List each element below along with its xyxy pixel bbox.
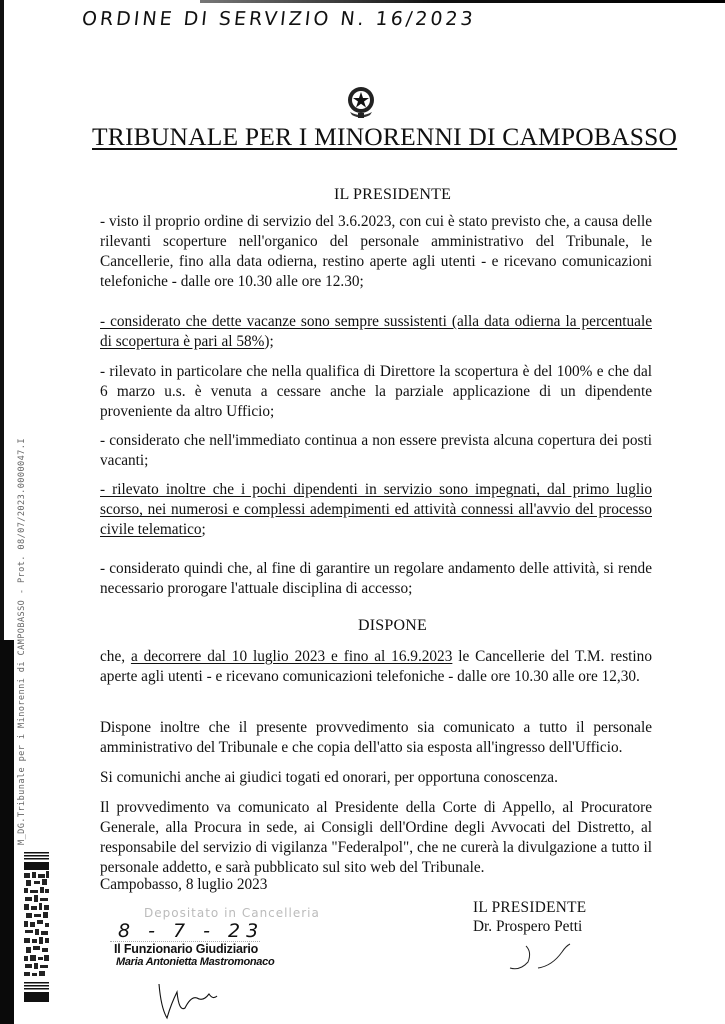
clerk-handwritten-signature bbox=[155, 978, 225, 1020]
underlined-date-range: a decorrere dal 10 luglio 2023 e fino al 16.9.2023 bbox=[130, 648, 453, 665]
deposit-stamp-date: 8 - 7 - 23 bbox=[118, 920, 265, 942]
protocol-stamp-vertical: M_DG.Tribunale per i Minorenni di CAMPOBASSO - Prot. 08/07/2023.0000047.I bbox=[17, 438, 27, 845]
president-signature-block bbox=[473, 898, 586, 936]
disposition-communication: Dispone inoltre che il presente provvedimento sia comunicato a tutto il personale amministrativo del Tribunale e che copia dell'atto sia esposta all'ingresso dell'Ufficio. bbox=[100, 719, 652, 756]
heading-dispone: DISPONE bbox=[358, 617, 427, 634]
paragraph-visto: - visto il proprio ordine di servizio del 3.6.2023, con cui è stato previsto che, a causa delle rilevanti scoperture nell'organico del personale amministrativo del Tribunale, le Cancellerie, fino alla data odierna, restino aperte agli utenti - e ricevano comunicazioni telefoniche - dalle ore 10.30 alle ore 12.30; bbox=[100, 213, 652, 290]
disposition-tail: le Cancellerie del T.M. restino aperte agli utenti - e ricevano comunicazioni telefoniche - dalle ore 10.30 alle ore 12,30. bbox=[100, 648, 652, 685]
deposit-stamp bbox=[110, 906, 320, 969]
datamatrix-barcode bbox=[24, 852, 49, 1007]
disposition-opening-hours bbox=[100, 647, 652, 687]
scan-edge-top bbox=[200, 0, 725, 3]
paragraph-rilevato-inoltre bbox=[100, 480, 652, 540]
paragraph-tail: ); bbox=[264, 333, 274, 350]
underlined-text: - considerato che dette vacanze sono sempre sussistenti (alla data odierna la percentuale di scopertura è pari al 58% bbox=[100, 313, 652, 350]
paragraph-tail: ; bbox=[201, 521, 206, 538]
italian-republic-emblem-icon bbox=[344, 84, 378, 120]
disposition-recipients: Il provvedimento va comunicato al Presidente della Corte di Appello, al Procuratore Generale, alla Procura in sede, ai Consigli dell'Ordine degli Avvocati del Distretto, al responsabile del servizio di vigilanza "Federalpol", che ne curerà la divulgazione a tutto il personale addetto, e sarà pubblicato sul sito web del Tribunale. bbox=[100, 799, 652, 876]
underlined-text: - rilevato inoltre che i pochi dipendenti in servizio sono impegnati, dal primo luglio scorso, nei numerosi e complessi adempimenti ed attività connessi all'avvio del processo civile telematico bbox=[100, 481, 652, 538]
deposit-stamp-role: Il Funzionario Giudiziario bbox=[114, 942, 259, 956]
place-date: Campobasso, 8 luglio 2023 bbox=[100, 876, 268, 893]
heading-president: IL PRESIDENTE bbox=[333, 186, 452, 203]
scan-edge-shadow bbox=[0, 640, 14, 1024]
signature-name: Dr. Prospero Petti bbox=[473, 918, 583, 935]
deposit-stamp-label: Depositato in Cancelleria bbox=[144, 906, 320, 920]
court-title: TRIBUNALE PER I MINORENNI DI CAMPOBASSO bbox=[92, 122, 678, 151]
paragraph-considerato-quindi: - considerato quindi che, al fine di garantire un regolare andamento delle attività, si rende necessario prorogare l'attuale disciplina di accesso; bbox=[100, 560, 652, 597]
signature-role: IL PRESIDENTE bbox=[473, 899, 587, 916]
paragraph-rilevato-direttore: - rilevato in particolare che nella qualifica di Direttore la scopertura è del 100% e che dal 6 marzo u.s. è venuta a cessare anche la parziale applicazione di un dipendente proveniente da altro Ufficio; bbox=[100, 363, 652, 420]
president-handwritten-signature bbox=[500, 938, 580, 974]
disposition-lead: che, bbox=[100, 648, 131, 665]
handwritten-order-number: ORDINE DI SERVIZIO N. 16/2023 bbox=[80, 8, 477, 30]
deposit-stamp-name: Maria Antonietta Mastromonaco bbox=[116, 956, 275, 968]
disposition-judges: Si comunichi anche ai giudici togati ed onorari, per opportuna conoscenza. bbox=[100, 769, 558, 786]
paragraph-considerato-vacanze bbox=[100, 312, 652, 352]
paragraph-considerato-copertura: - considerato che nell'immediato continua a non essere prevista alcuna copertura dei posti vacanti; bbox=[100, 432, 652, 469]
